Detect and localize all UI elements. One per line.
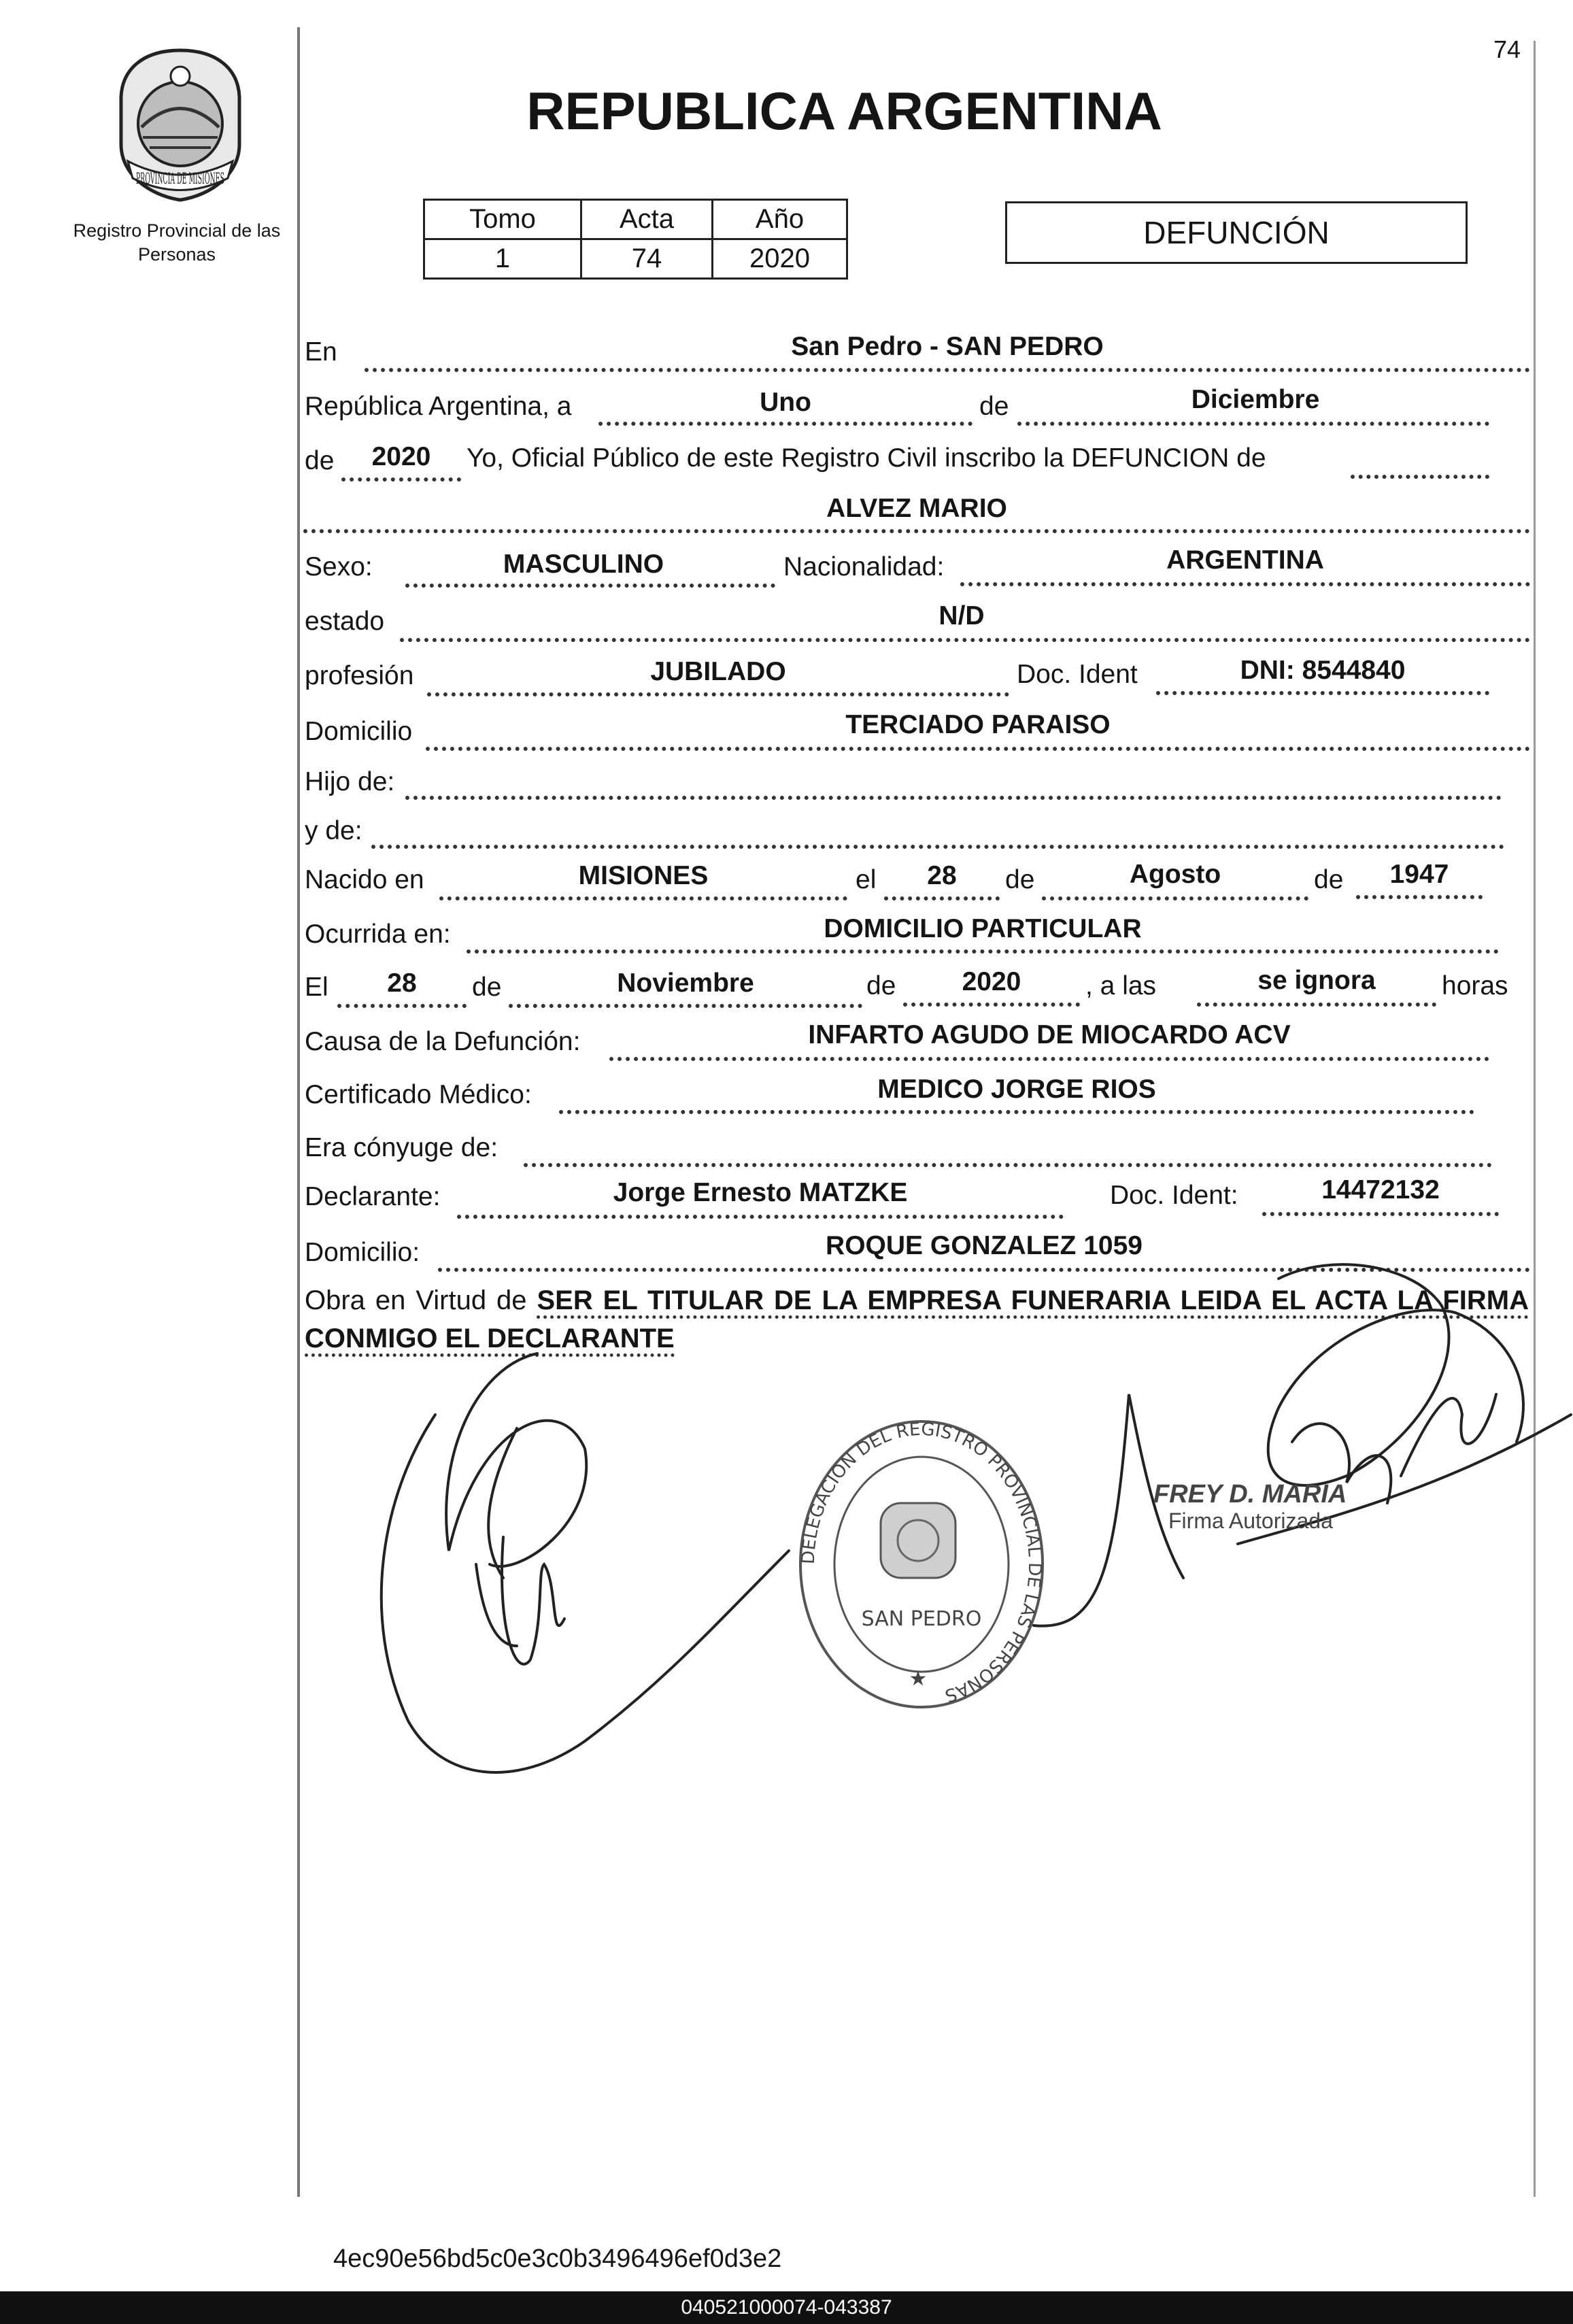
value-declarante-domicilio: ROQUE GONZALEZ 1059: [826, 1231, 1143, 1260]
value-dia: Uno: [760, 388, 811, 417]
stamp-center-text: SAN PEDRO: [861, 1607, 982, 1631]
page-title: REPUBLICA ARGENTINA: [526, 81, 1162, 141]
label-de-2: de: [305, 446, 335, 475]
label-el-cap: El: [305, 973, 328, 1002]
official-role: Firma Autorizada: [1168, 1509, 1333, 1533]
label-nacido-en: Nacido en: [305, 865, 424, 894]
label-a-las: , a las: [1085, 971, 1157, 1000]
value-nac-anio: 1947: [1389, 860, 1449, 889]
tomo-header: Tomo: [424, 200, 581, 239]
value-anio: 2020: [371, 442, 431, 471]
label-hijo-de: Hijo de:: [305, 767, 395, 796]
value-nombre: ALVEZ MARIO: [826, 494, 1007, 523]
label-ocurrida-en: Ocurrida en:: [305, 920, 451, 949]
label-sexo: Sexo:: [305, 552, 373, 582]
value-domicilio: TERCIADO PARAISO: [845, 710, 1111, 739]
value-def-mes: Noviembre: [617, 969, 754, 998]
label-doc-ident: Doc. Ident: [1017, 660, 1138, 689]
tomo-value: 1: [424, 239, 581, 279]
value-def-dia: 28: [387, 969, 417, 998]
label-domicilio-2: Domicilio:: [305, 1238, 420, 1267]
label-doc-ident-2: Doc. Ident:: [1110, 1181, 1238, 1210]
value-declarante-doc: 14472132: [1321, 1175, 1440, 1205]
value-obra: SER EL TITULAR DE LA EMPRESA FUNERARIA LEIDA EL ACTA LA FIRMA CONMIGO EL DECLARANTE: [305, 1285, 1529, 1357]
label-y-de: y de:: [305, 816, 362, 845]
label-declarante: Declarante:: [305, 1182, 441, 1211]
label-de-5: de: [472, 973, 502, 1002]
value-def-anio: 2020: [962, 967, 1021, 996]
emblem-text: PROVINCIA DE MISIONES: [136, 171, 224, 188]
value-doc: DNI: 8544840: [1240, 656, 1406, 685]
right-signature-icon: [1034, 1264, 1571, 1626]
value-declarante: Jorge Ernesto MATZKE: [613, 1178, 908, 1207]
label-nacionalidad: Nacionalidad:: [783, 552, 945, 582]
stamp-ring-text: DELEGACION DEL REGISTRO PROVINCIAL DE LAS PERSONAS: [798, 1419, 1045, 1706]
label-horas: horas: [1442, 971, 1508, 1000]
left-signature-icon: [382, 1353, 789, 1772]
label-conyuge: Era cónyuge de:: [305, 1133, 498, 1162]
label-el: el: [856, 865, 877, 894]
value-profesion: JUBILADO: [650, 657, 786, 686]
value-causa: INFARTO AGUDO DE MIOCARDO ACV: [808, 1020, 1291, 1049]
label-certificado: Certificado Médico:: [305, 1080, 532, 1109]
record-type: DEFUNCIÓN: [1005, 201, 1468, 264]
official-name: FREY D. MARIA: [1153, 1480, 1347, 1509]
value-nac-mes: Agosto: [1129, 860, 1221, 889]
anio-header: Año: [713, 200, 847, 239]
value-mes: Diciembre: [1191, 385, 1320, 414]
value-nacido-en: MISIONES: [578, 861, 709, 890]
label-domicilio: Domicilio: [305, 717, 413, 746]
svg-text:★: ★: [909, 1668, 928, 1690]
label-de-4: de: [1314, 865, 1344, 894]
registry-name: Registro Provincial de las Personas: [73, 220, 281, 265]
value-nac-dia: 28: [927, 861, 957, 890]
footer-code: 040521000074-043387: [0, 2291, 1573, 2324]
value-certificado: MEDICO JORGE RIOS: [877, 1075, 1156, 1104]
label-profesion: profesión: [305, 661, 414, 690]
value-hora: se ignora: [1257, 966, 1376, 995]
label-estado: estado: [305, 607, 385, 636]
value-sexo: MASCULINO: [503, 550, 664, 579]
label-de: de: [979, 392, 1009, 421]
acta-value: 74: [581, 239, 713, 279]
anio-value: 2020: [713, 239, 847, 279]
value-nacionalidad: ARGENTINA: [1166, 545, 1324, 575]
value-estado: N/D: [938, 601, 985, 630]
label-de-6: de: [866, 971, 896, 1000]
label-causa: Causa de la Defunción:: [305, 1027, 581, 1056]
value-ocurrida-en: DOMICILIO PARTICULAR: [824, 914, 1142, 943]
label-obra: Obra en Virtud de: [305, 1285, 527, 1315]
document-hash: 4ec90e56bd5c0e3c0b3496496ef0d3e2: [333, 2244, 782, 2273]
value-lugar: San Pedro - SAN PEDRO: [791, 332, 1104, 361]
official-stamp-icon: [798, 1419, 1045, 1707]
page-number: 74: [1493, 35, 1521, 63]
label-republica: República Argentina, a: [305, 392, 572, 421]
label-de-3: de: [1005, 865, 1035, 894]
acta-header: Acta: [581, 200, 713, 239]
label-yo: Yo, Oficial Público de este Registro Civil inscribo la DEFUNCION de: [467, 443, 1266, 473]
label-en: En: [305, 337, 337, 367]
